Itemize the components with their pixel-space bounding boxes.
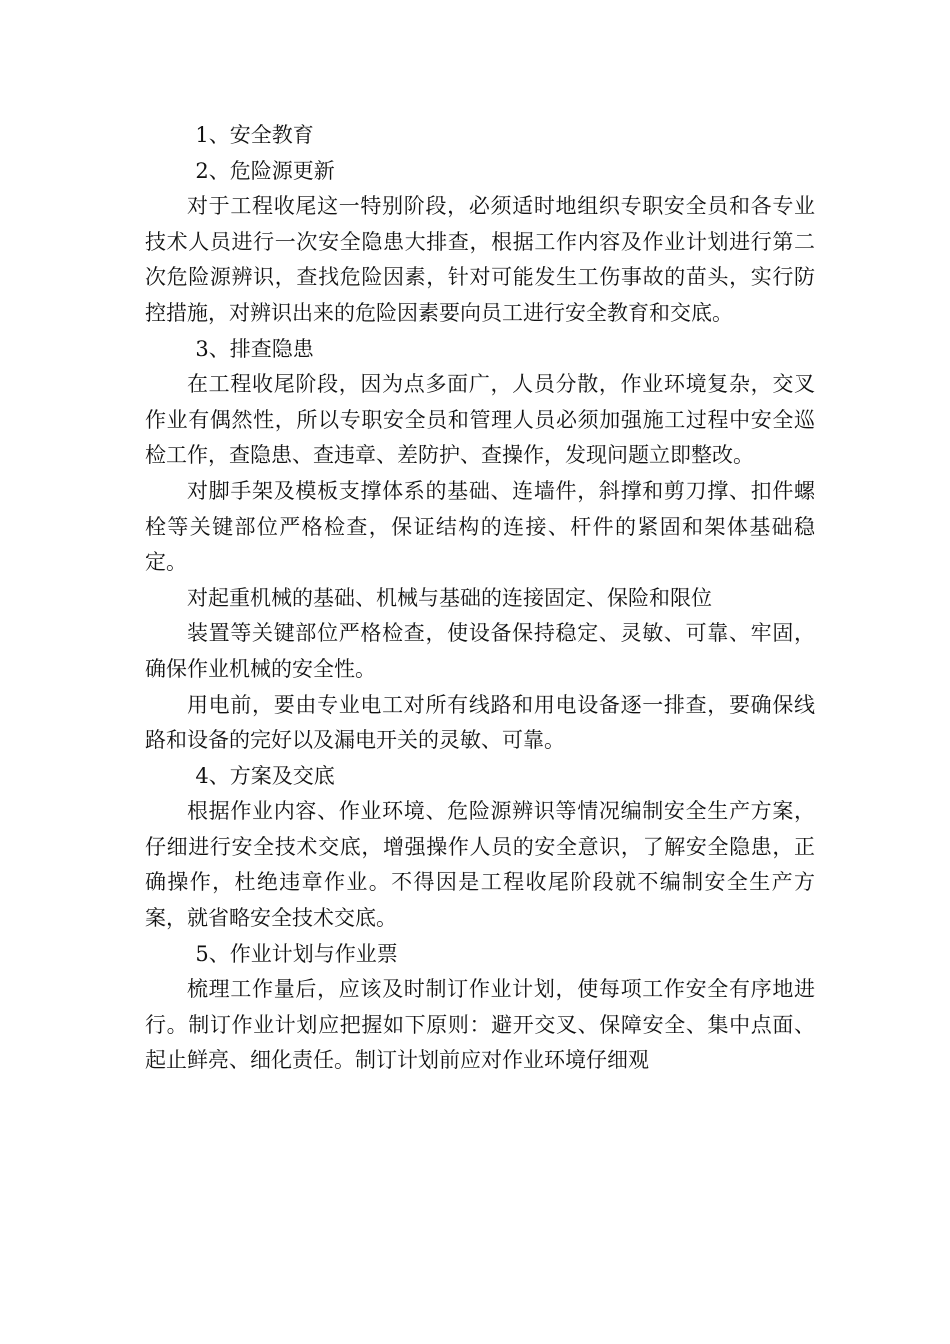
section-heading-plan-briefing: 4、方案及交底 [195, 763, 335, 788]
section-heading-inspection: 3、排查隐患 [195, 336, 314, 361]
section-heading-safety-education: 1、安全教育 [195, 123, 314, 147]
paragraph-hazard-update: 对于工程收尾这一特别阶段，必须适时地组织专职安全员和各专业技术人员进行一次安全隐患大排查，根据工作内容及作业计划进行第二次危险源辨识，查找危险因素，针对可能发生工伤事故的苗头，实行防控措施，对辨识出来的危险因素要向员工进行安全教育和交底。 [145, 194, 815, 325]
section-heading-work-plan: 5、作业计划与作业票 [195, 941, 398, 966]
paragraph-electrical: 用电前，要由专业电工对所有线路和用电设备逐一排查，要确保线路和设备的完好以及漏电开关的灵敏、可靠。 [145, 692, 815, 753]
paragraph-crane: 对起重机械的基础、机械与基础的连接固定、保险和限位 [187, 585, 712, 610]
document-body [145, 118, 815, 1079]
paragraph-inspection: 在工程收尾阶段，因为点多面广，人员分散，作业环境复杂，交叉作业有偶然性，所以专职安全员和管理人员必须加强施工过程中安全巡检工作，查隐患、查违章、差防护、查操作，发现问题立即整改。 [145, 372, 815, 468]
paragraph-plan-briefing: 根据作业内容、作业环境、危险源辨识等情况编制安全生产方案，仔细进行安全技术交底，增强操作人员的安全意识，了解安全隐患，正确操作，杜绝违章作业。不得因是工程收尾阶段就不编制安全生产方案，就省略安全技术交底。 [145, 799, 815, 931]
paragraph-scaffold: 对脚手架及模板支撑体系的基础、连墙件，斜撑和剪刀撑、扣件螺栓等关键部位严格检查，保证结构的连接、杆件的紧固和架体基础稳定。 [145, 478, 815, 575]
paragraph-crane-continued: 装置等关键部位严格检查，使设备保持稳定、灵敏、可靠、牢固，确保作业机械的安全性。 [145, 621, 815, 681]
section-heading-hazard-update: 2、危险源更新 [195, 158, 335, 183]
paragraph-work-plan: 梳理工作量后，应该及时制订作业计划，使每项工作安全有序地进行。制订作业计划应把握如下原则：避开交叉、保障安全、集中点面、起止鲜亮、细化责任。制订计划前应对作业环境仔细观 [145, 977, 815, 1073]
